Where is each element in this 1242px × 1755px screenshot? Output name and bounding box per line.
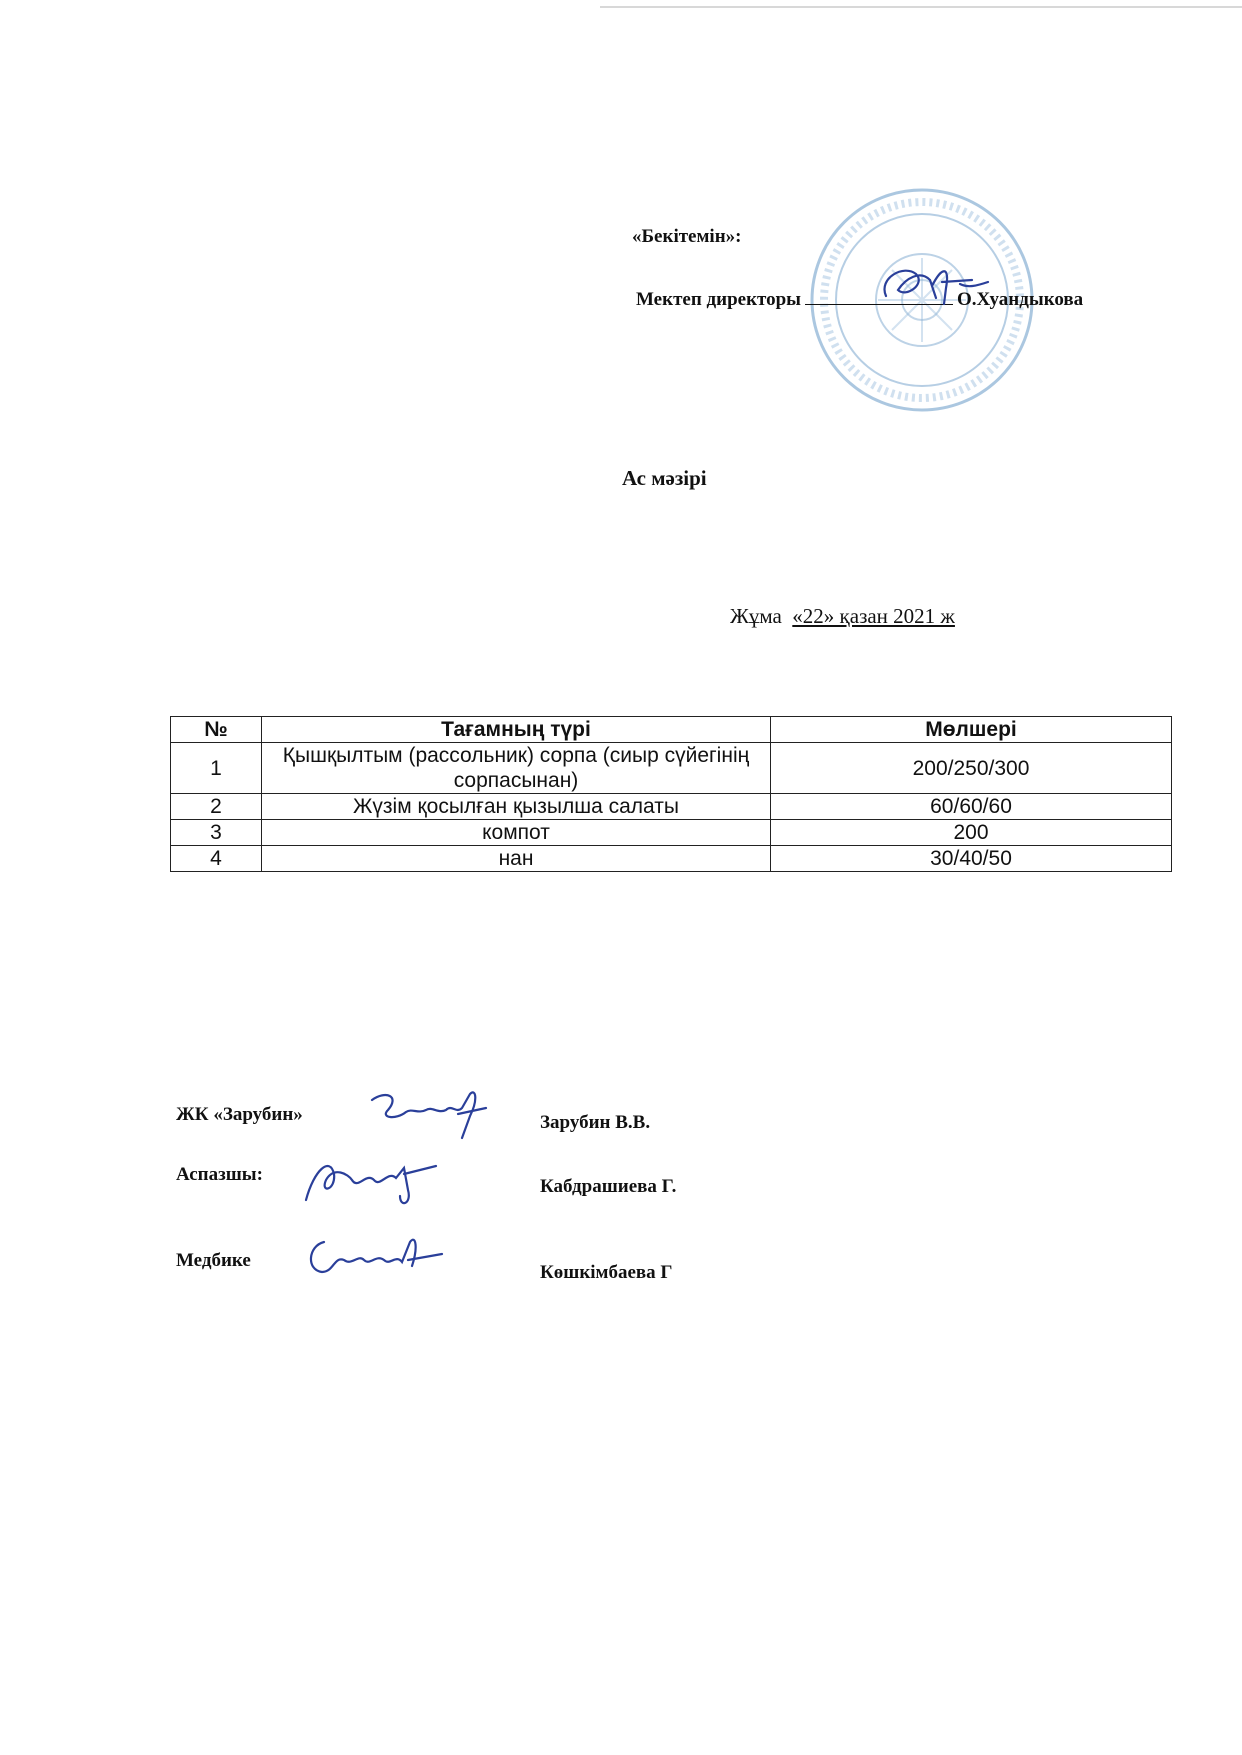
menu-table: [170, 716, 1172, 872]
director-handwritten-signature: [876, 258, 992, 310]
row-amount: 30/40/50: [771, 846, 1172, 872]
header-dish-type: Тағамның түрі: [262, 717, 771, 743]
signature-name-cook: Кабдрашиева Г.: [540, 1176, 677, 1197]
row-amount: 200: [771, 820, 1172, 846]
row-dish: Қышқылтым (рассольник) сорпа (сиыр сүйегінің сорпасынан): [262, 743, 771, 794]
table-header-row: [171, 717, 1172, 743]
director-name: О.Хуандыкова: [957, 289, 1084, 310]
director-label: Мектеп директоры: [636, 289, 802, 310]
row-amount: 60/60/60: [771, 794, 1172, 820]
header-number: №: [171, 717, 262, 743]
cook-handwritten-signature: [300, 1150, 440, 1210]
signature-name-supplier: Зарубин В.В.: [540, 1112, 651, 1133]
row-dish: нан: [262, 846, 771, 872]
menu-title: Ас мәзірі: [622, 466, 707, 490]
row-dish: Жүзім қосылған қызылша салаты: [262, 794, 771, 820]
row-dish: компот: [262, 820, 771, 846]
table-row: [171, 820, 1172, 846]
supplier-handwritten-signature: [366, 1086, 490, 1142]
weekday: Жұма: [730, 604, 782, 628]
row-amount: 200/250/300: [771, 743, 1172, 794]
signature-role-supplier: ЖК «Зарубин»: [176, 1104, 303, 1125]
date-line: [730, 604, 955, 629]
row-number: 2: [171, 794, 262, 820]
signature-role-cook: Аспазшы:: [176, 1164, 263, 1185]
table-row: [171, 743, 1172, 794]
row-number: 1: [171, 743, 262, 794]
table-row: [171, 846, 1172, 872]
approval-title: «Бекітемін»:: [632, 226, 742, 247]
row-number: 3: [171, 820, 262, 846]
date-text: «22» қазан 2021 ж: [792, 604, 955, 628]
director-signature-line: [636, 286, 1083, 311]
nurse-handwritten-signature: [304, 1232, 446, 1284]
signature-name-nurse: Көшкімбаева Г: [540, 1262, 673, 1283]
row-number: 4: [171, 846, 262, 872]
signature-role-nurse: Медбике: [176, 1250, 251, 1271]
scan-edge-line: [600, 6, 1242, 8]
table-row: [171, 794, 1172, 820]
header-amount: Мөлшері: [771, 717, 1172, 743]
